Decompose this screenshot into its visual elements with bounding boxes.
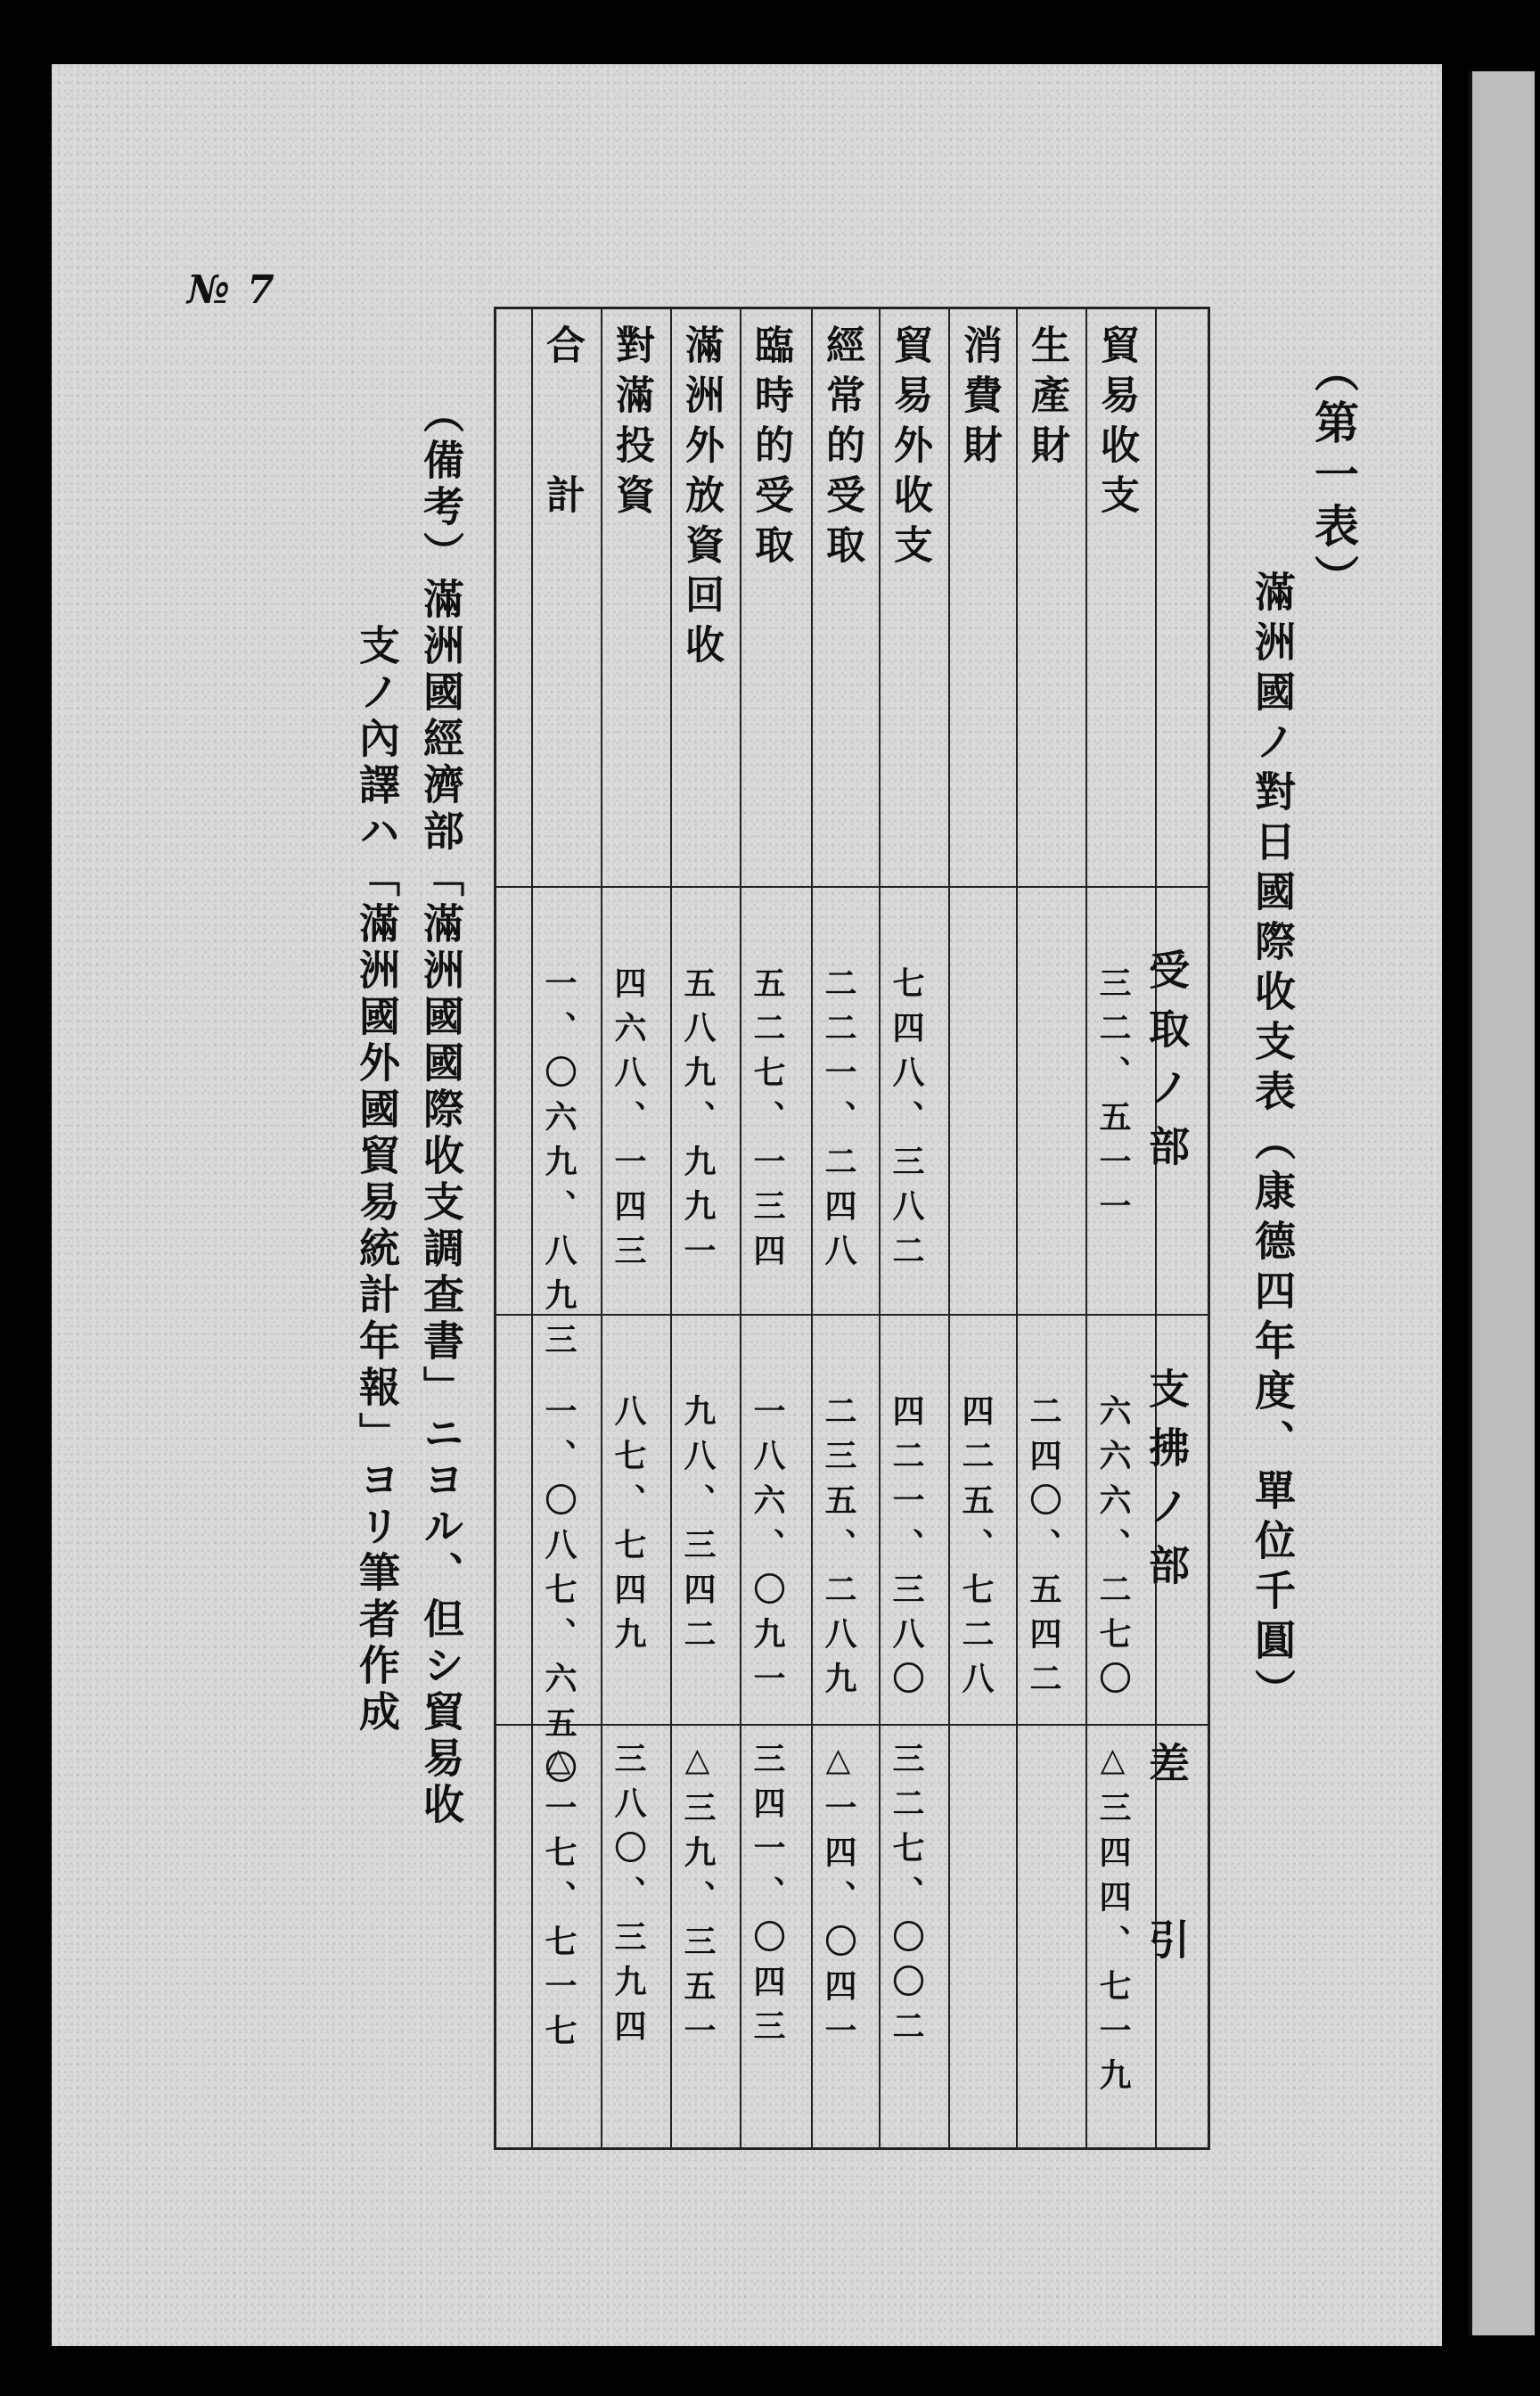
balance-value: △一四、〇四一	[820, 1742, 856, 2058]
received-value: 三二、五一一	[1094, 966, 1131, 1234]
received-value: 七四八、三八二	[888, 966, 924, 1278]
adjacent-page-edge	[1469, 71, 1535, 2335]
row-label: 臨時的受取	[748, 324, 793, 574]
paid-value: 二四〇、五四二	[1025, 1394, 1061, 1706]
column-header-received: 受取ノ部	[1143, 948, 1191, 1184]
table-border-left	[494, 307, 496, 2150]
note-line-2: 支ノ內譯ハ「滿洲國外國貿易統計年報」ヨリ筆者作成	[353, 624, 401, 1736]
row-divider	[811, 307, 813, 2150]
row-label: 經常的受取	[819, 324, 864, 574]
table-title: 滿洲國ノ對日國際收支表（康德四年度、單位千圓）	[1249, 570, 1297, 1719]
balance-value: 三二七、〇〇二	[888, 1742, 924, 2054]
table-number: （第一表）	[1307, 348, 1360, 606]
balance-table	[494, 307, 1210, 2150]
row-label: 消費財	[956, 324, 1002, 474]
paid-value: 二三五、二八九	[820, 1394, 856, 1706]
paid-value: 九八、三四二	[679, 1394, 716, 1662]
column-header-balance: 差 引	[1143, 1742, 1191, 1977]
row-divider	[531, 307, 533, 2150]
paid-value: 四二一、三八〇	[888, 1394, 924, 1706]
row-divider	[1085, 307, 1087, 2150]
balance-value: 三八〇、三九四	[610, 1742, 646, 2054]
row-divider	[948, 307, 950, 2150]
page-mark: № 7	[187, 267, 276, 313]
paid-value: 六六六、二七〇	[1094, 1394, 1131, 1706]
received-value: 四六八、一四三	[610, 966, 646, 1278]
row-label: 貿易收支	[1094, 324, 1139, 524]
paid-value: 一八六、〇九一	[749, 1394, 785, 1706]
received-value: 五二七、一三四	[749, 966, 785, 1278]
row-label: 生產財	[1024, 324, 1069, 474]
received-value: 一、〇六九、八九三	[540, 966, 577, 1367]
row-divider	[1016, 307, 1018, 2150]
row-divider	[670, 307, 672, 2150]
received-value: 二二一、二四八	[820, 966, 856, 1278]
balance-value: △一七、七一七	[540, 1742, 577, 2058]
column-header-paid: 支拂ノ部	[1143, 1367, 1191, 1603]
paid-value: 四二五、七二八	[957, 1394, 994, 1706]
table-border-right	[1208, 307, 1210, 2150]
balance-value: △三九、三五一	[679, 1742, 716, 2058]
row-divider	[740, 307, 741, 2150]
row-label: 滿洲外放資回收	[678, 324, 724, 674]
row-label: 貿易外收支	[887, 324, 932, 574]
row-label: 合 計	[539, 324, 585, 524]
received-value: 五八九、九九一	[679, 966, 716, 1278]
row-label: 對滿投資	[609, 324, 654, 524]
note-line-1: （備考）滿洲國經濟部「滿洲國國際收支調查書」ニヨル、但シ貿易收	[417, 392, 465, 1829]
row-divider	[601, 307, 602, 2150]
paid-value: 八七、七四九	[610, 1394, 646, 1662]
balance-value: △三四四、七一九	[1094, 1742, 1131, 2103]
paid-value: 一、〇八七、六五〇	[540, 1394, 577, 1795]
row-divider	[879, 307, 881, 2150]
balance-value: 三四一、〇四三	[749, 1742, 785, 2054]
